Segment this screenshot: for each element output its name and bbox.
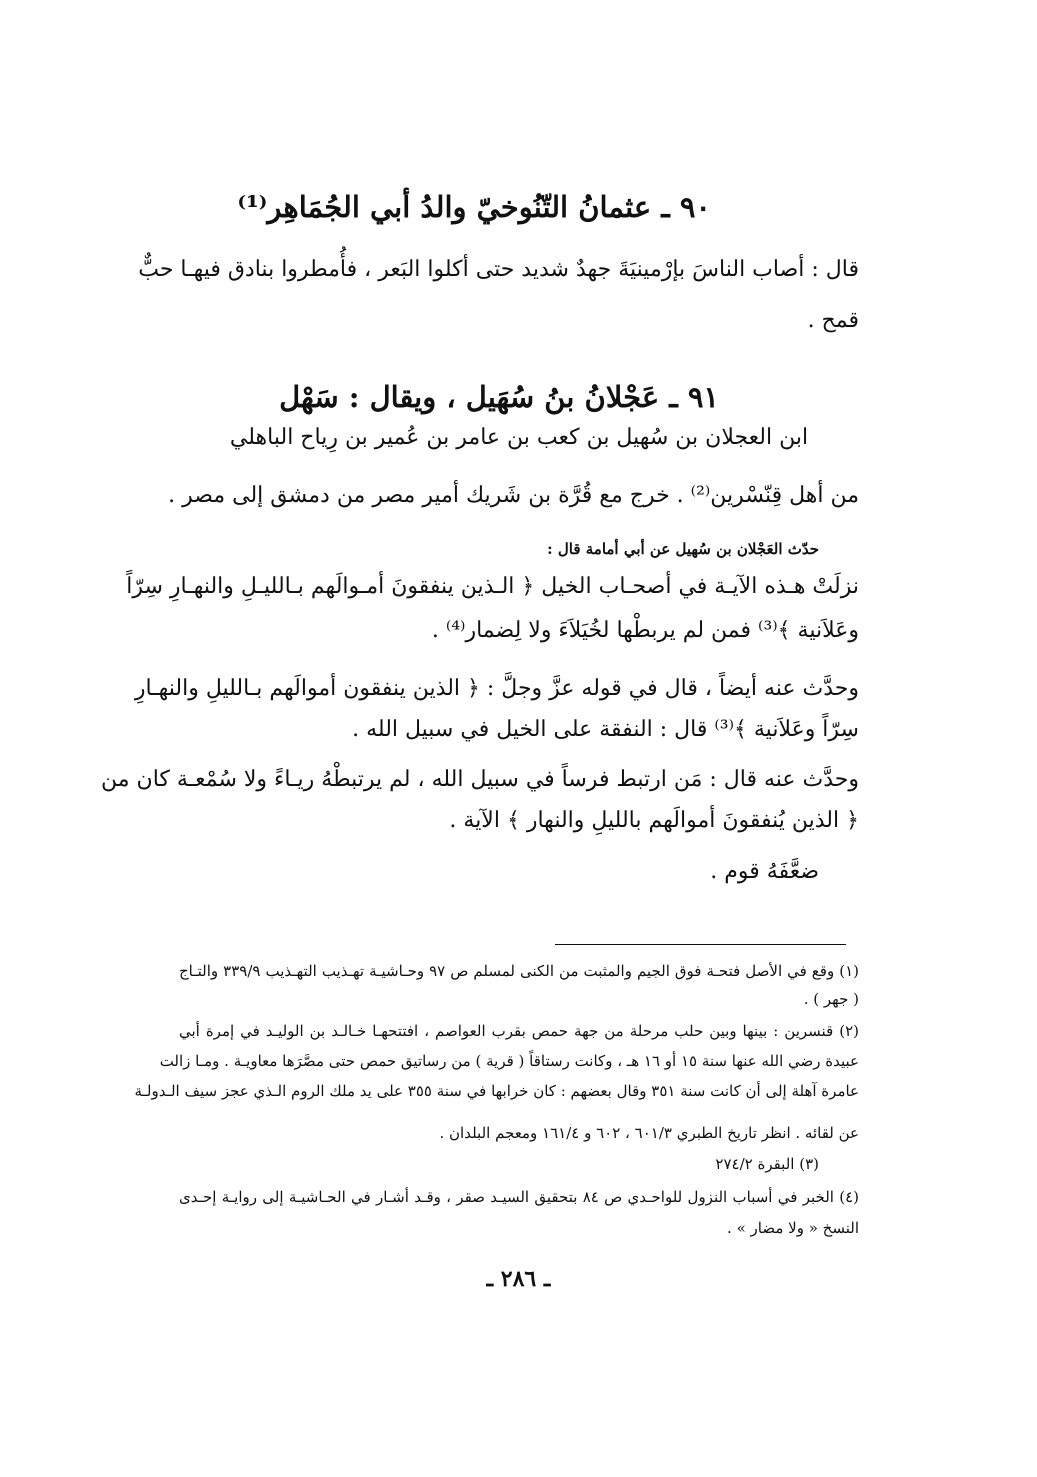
section-90-heading: ٩٠ ـ عثمانُ التّنُوخيّ والدُ أبي الجُمَاهِر⁽¹⁾ <box>237 190 711 224</box>
section-91-heading: ٩١ ـ عَجْلانُ بنُ سُهَيل ، ويقال : سَهْل <box>279 380 719 414</box>
footnote-1-line-1: (١) وقع في الأصل فتحـة فوق الجيم والمثبت من الكنى لمسلم ص ٩٧ وحـاشيـة تهـذيب التهـذيب ٣٣٩/٩ والتـاج <box>179 962 859 980</box>
footnote-3: (٣) البقرة ٢٧٤/٢ <box>715 1155 819 1173</box>
para-2-line-2: سِرّاً وعَلاَنية ﴾⁽³⁾ قال : النفقة على الخيل في سبيل الله . <box>352 717 859 742</box>
footnote-4-line-1: (٤) الخبر في أسباب النزول للواحـدي ص ٨٤ بتحقيق السيـد صقر ، وقـد أشـار في الحـاشيـة إلى روايـة إحـدى <box>179 1188 859 1206</box>
para-3-line-2: ﴿ الذين يُنفقونَ أموالَهم بالليلِ والنهار ﴾ الآية . <box>449 808 859 833</box>
para-2-line-1: وحدَّث عنه أيضاً ، قال في قوله عزَّ وجلَّ : ﴿ الذين ينفقون أموالَهم بـالليلِ والنهـارِ <box>134 676 859 701</box>
page-number: ـ ٢٨٦ ـ <box>486 1266 551 1292</box>
footnote-1-line-2: ( جهر ) . <box>803 990 859 1008</box>
para-1-line-1: نزلَتْ هـذه الآيـة في أصحـاب الخيل ﴿ الـذين ينفقونَ أمـوالَهم بـالليـلِ والنهـارِ سِرّاً <box>126 574 859 599</box>
footnote-4-line-2: النسخ « ولا مضار » . <box>727 1219 859 1237</box>
section-90-line-1: قال : أصاب الناسَ بإرْمينيَةَ جهدٌ شديد حتى أكلوا البَعر ، فأُمطروا بنادق فيهـا حبٌّ <box>138 257 859 282</box>
footnote-separator <box>555 944 846 945</box>
footnote-2-line-3: عامرة آهلة إلى أن كانت سنة ٣٥١ وقال بعضهم : كان خرابها في سنة ٣٥٥ على يد ملك الروم الـذي عجز سيف الـدولـة <box>134 1082 859 1100</box>
para-1-line-2: وعَلاَنية ﴾⁽³⁾ فمن لم يربطْها لخُيَلاَءَ ولا لِضمار⁽⁴⁾ . <box>431 618 859 643</box>
section-91-line-2: من أهل قِنّسْرين⁽²⁾ . خرج مع قُرَّة بن شَريك أمير مصر من دمشق إلى مصر . <box>168 483 859 508</box>
footnote-2-line-1: (٢) قنسرين : بينها وبين حلب مرحلة من جهة حمص بقرب العواصم ، افتتحهـا خـالـد بن الوليـد في إمرة أبي <box>179 1022 859 1040</box>
section-90-line-2: قمح . <box>807 308 859 333</box>
section-91-sub-heading: حدّث العَجْلان بن سُهيل عن أبي أمامة قال : <box>547 540 819 558</box>
section-91-line-1: ابن العجلان بن سُهيل بن كعب بن عامر بن عُمير بن رِياح الباهلي <box>229 425 809 450</box>
footnote-2-line-2: عبيدة رضي الله عنها سنة ١٥ أو ١٦ هـ ، وكانت رستاقاً ( قرية ) من رساتيق حمص حتى مصَّرَها معاويـة . ومـا زالت <box>159 1052 859 1070</box>
footnote-2-line-4: عن لقائه . انظر تاريخ الطبري ٦٠١/٣ ، ٦٠٢ و ١٦١/٤ ومعجم البلدان . <box>439 1124 859 1142</box>
para-3-line-1: وحدَّث عنه قال : مَن ارتبط فرساً في سبيل الله ، لم يرتبطْهُ ريـاءً ولا سُمْعـة كان من <box>101 767 859 792</box>
para-4: ضعَّفَهُ قوم . <box>710 859 819 884</box>
